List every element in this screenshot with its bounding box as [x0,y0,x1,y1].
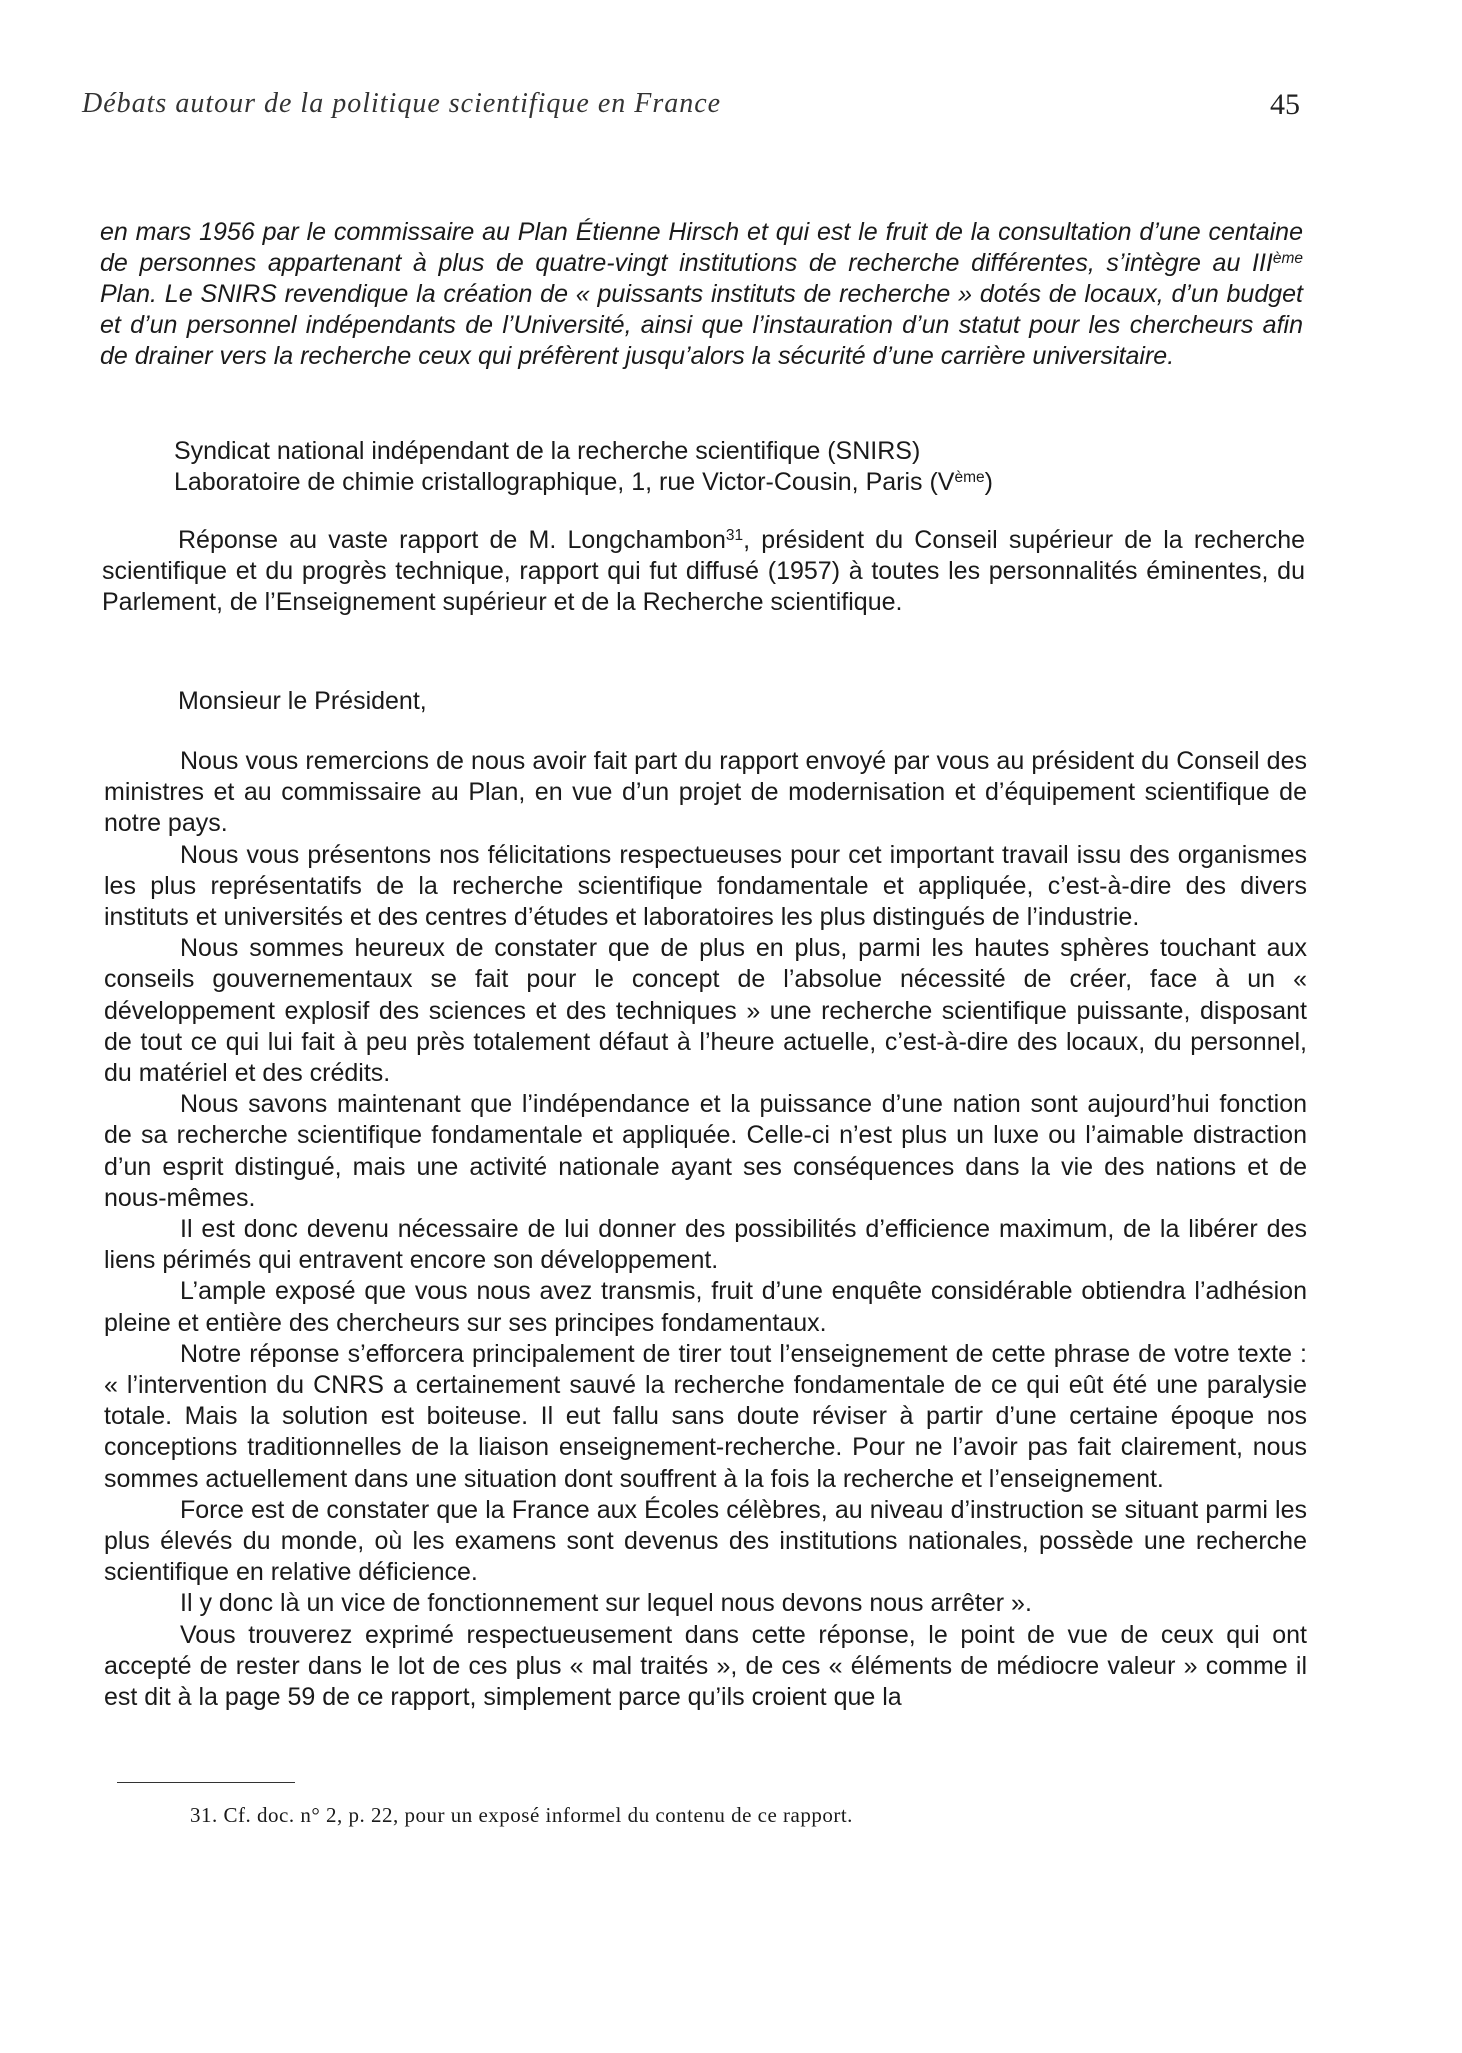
salutation: Monsieur le Président, [178,687,427,715]
footnote-divider [117,1782,295,1783]
body-paragraph: Vous trouverez exprimé respectueusement dans cette réponse, le point de vue de ceux qui ont accepté de rester dans le lot de ces plus « mal traités », de ces « éléments de médiocre valeur » comme il est dit à la page 59 de ce rapport, simplement parce qu’ils croient que la [104,1620,1307,1712]
body-paragraph: Nous vous remercions de nous avoir fait part du rapport envoyé par vous au président du Conseil des ministres et au commissaire au Plan, en vue d’un projet de modernisation et d’équipement scientifique de notre pays. [104,747,1307,838]
body-paragraph: Nous vous présentons nos félicitations respectueuses pour cet important travail issu des organismes les plus représentatifs de la recherche scientifique fondamentale et appliquée, c’est-à-dire des divers instituts et universités et des centres d’études et laboratoires les plus distingués de l’industrie. [104,840,1307,932]
sender-location [174,467,1304,498]
footnote-reference: 31 [725,527,744,545]
sender-location-sup: ème [954,469,985,487]
body-paragraph: Nous sommes heureux de constater que de plus en plus, parmi les hautes sphères touchant aux conseils gouvernementaux se fait pour le concept de l’absolue nécessité de créer, face à un « développement explosif des sciences et des techniques » une recherche scientifique puissante, disposant de tout ce qui lui fait à peu près totalement défaut à l’heure actuelle, c’est-à-dire des locaux, du personnel, du matériel et des crédits. [104,934,1307,1088]
body-paragraph: Il y donc là un vice de fonctionnement sur lequel nous devons nous arrêter ». [180,1589,1032,1618]
footnote-31: 31. Cf. doc. n° 2, p. 22, pour un exposé informel du contenu de ce rapport. [190,1803,853,1827]
intro-text-2: Plan. Le SNIRS revendique la création de « puissants instituts de recherche » dotés de locaux, d’un budget et d’un personnel indépendants de l’Université, ainsi que l’instauration d’un statut pour les chercheurs afin de drainer vers la recherche ceux qui préfèrent jusqu’alors la sécurité d’une carrière universitaire. [100,280,1303,370]
body-paragraph: Notre réponse s’efforcera principalement de tirer tout l’enseignement de cette phrase de votre texte : « l’intervention du CNRS a certainement sauvé la recherche fondamentale de ce qui eût été une paralysie totale. Mais la solution est boiteuse. Il eut fallu sans doute réviser à partir d’une certaine époque nos conceptions traditionnelles de la liaison enseignement-recherche. Pour ne l’avoir pas fait clairement, nous sommes actuellement dans une situation dont souffrent à la fois la recherche et l’enseignement. [104,1339,1307,1493]
body-paragraph: Il est donc devenu nécessaire de lui donner des possibilités d’efficience maximum, de la libérer des liens périmés qui entravent encore son développement. [104,1215,1307,1275]
intro-paragraph [100,217,1303,372]
intro-text-1: en mars 1956 par le commissaire au Plan Étienne Hirsch et qui est le fruit de la consultation d’une centaine de personnes appartenant à plus de quatre-vingt institutions de recherche différentes, s’intègre au III [100,218,1303,277]
reply-text-2: , président du Conseil supérieur de la recherche scientifique et du progrès technique, rapport qui fut diffusé (1957) à toutes les personnalités éminentes, du Parlement, de l’Enseignement supérieur et de la Recherche scientifique. [102,526,1305,616]
running-title: Débats autour de la politique scientifique en France [82,88,722,119]
body-paragraph: Nous savons maintenant que l’indépendance et la puissance d’une nation sont aujourd’hui fonction de sa recherche scientifique fondamentale et appliquée. Celle-ci n’est plus un luxe ou l’aimable distraction d’un esprit distingué, mais une activité nationale ayant ses conséquences dans la vie des nations et de nous-mêmes. [104,1090,1307,1212]
sender-location-text: Laboratoire de chimie cristallographique, 1, rue Victor-Cousin, Paris (V [174,468,955,496]
sender-location-end: ) [984,468,993,496]
reply-heading-paragraph [102,525,1305,618]
reply-text-1: Réponse au vaste rapport de M. Longchambon [178,526,726,554]
page-number: 45 [1270,88,1300,121]
intro-superscript: ème [1272,250,1303,268]
sender-address [174,436,1304,498]
body-paragraph: Force est de constater que la France aux Écoles célèbres, au niveau d’instruction se situant parmi les plus élevés du monde, où les examens sont devenus des institutions nationales, possède une recherche scientifique en relative déficience. [104,1495,1307,1587]
body-paragraph: L’ample exposé que vous nous avez transmis, fruit d’une enquête considérable obtiendra l’adhésion pleine et entière des chercheurs sur ses principes fondamentaux. [104,1277,1307,1337]
letter-body [104,746,1307,1713]
sender-organization: Syndicat national indépendant de la recherche scientifique (SNIRS) [174,437,921,465]
running-header [82,88,1300,128]
